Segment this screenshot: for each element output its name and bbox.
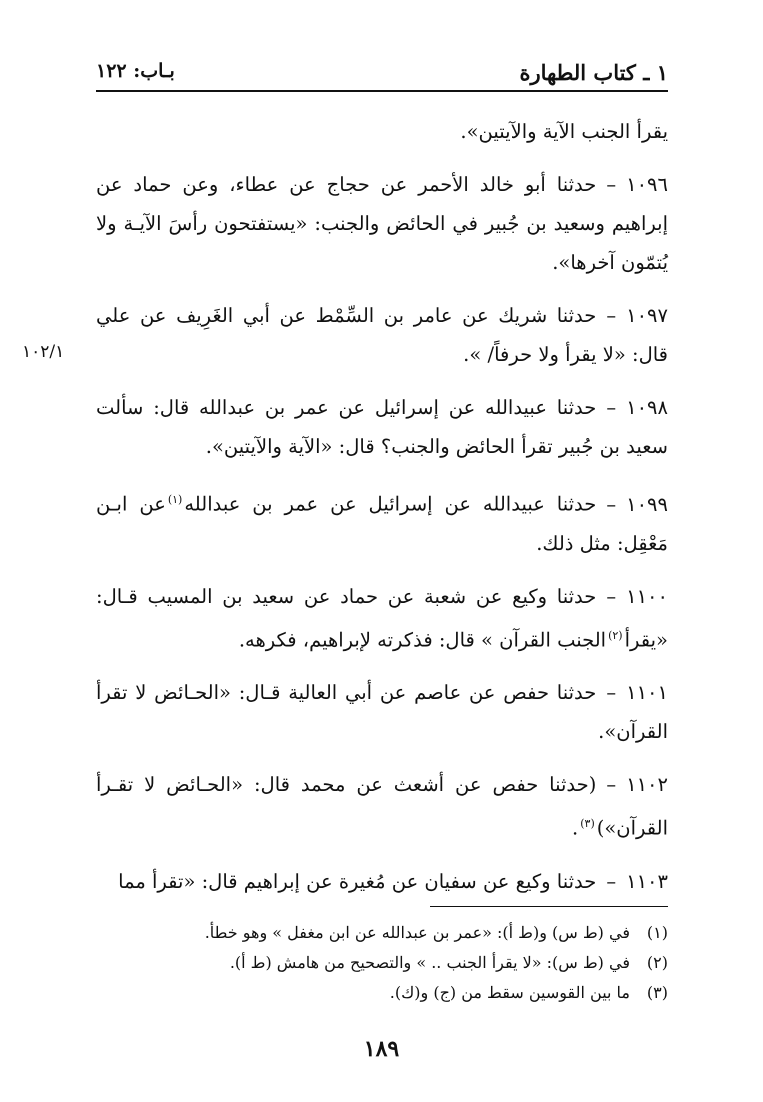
hadith-text: (حدثنا حفص عن أشعث عن محمد قال: «الحـائض لا تقـرأ القرآن») (96, 773, 668, 840)
paragraph-continuation (96, 112, 668, 151)
book-title: ١ ـ كتاب الطهارة (519, 60, 668, 85)
footnote-number: (١) (646, 923, 668, 942)
hadith-number: ١٠٩٧ (626, 304, 668, 327)
hadith-text: حدثنا حفص عن عاصم عن أبي العالية قـال: «الحـائض لا تقرأ القرآن». (96, 681, 668, 743)
dash: – (606, 584, 617, 608)
hadith-1101 (96, 673, 668, 751)
footnote-text: ما بين القوسين سقط من (ج) و(ك). (389, 983, 630, 1002)
hadith-text: . (572, 816, 579, 840)
dash: – (606, 304, 617, 327)
footnote-text: في (ط س) و(ط أ): «عمر بن عبدالله عن ابن مغفل » وهو خطأ. (204, 923, 630, 942)
hadith-1099 (96, 480, 668, 563)
footnote-separator (430, 906, 668, 907)
dash: – (606, 773, 617, 796)
header-rule (96, 90, 668, 92)
dash: – (606, 681, 617, 704)
hadith-1098 (96, 388, 668, 466)
hadith-number: ١١٠٠ (626, 584, 668, 608)
hadith-text: حدثنا شريك عن عامر بن السِّمْط عن أبي الغَرِيف عن علي قال: «لا يقرأ ولا حرفاً/ ». (96, 304, 668, 366)
footnote-text: في (ط س): «لا يقرأ الجنب .. » والتصحيح من هامش (ط أ). (229, 953, 630, 972)
hadith-text: حدثنا عبيدالله عن إسرائيل عن عمر بن عبدالله (184, 492, 597, 516)
footnote (96, 948, 668, 978)
dash: – (606, 869, 617, 893)
hadith-1100 (96, 577, 668, 660)
page-number: ١٨٩ (363, 1036, 400, 1062)
hadith-number: ١١٠٣ (626, 869, 668, 893)
hadith-text: حدثنا وكيع عن شعبة عن حماد عن سعيد بن المسيب قـال: «يقرأ (96, 584, 668, 651)
hadith-text: الجنب القرآن » قال: فذكرته لإبراهيم، فكرهه. (238, 628, 607, 651)
footnote-marker[interactable]: (٢) (608, 628, 623, 642)
paragraph-text: يقرأ الجنب الآية والآيتين». (460, 120, 668, 143)
footnote-marker[interactable]: (٣) (580, 817, 595, 830)
hadith-1096 (96, 165, 668, 282)
hadith-number: ١٠٩٨ (626, 396, 668, 419)
chapter-label: بـاب: ١٢٢ (96, 60, 175, 82)
hadith-text: عن ابـن مَعْقِل: مثل ذلك. (96, 492, 668, 555)
hadith-number: ١١٠٢ (626, 773, 668, 796)
footnote-marker[interactable]: (١) (167, 493, 183, 506)
footnotes (96, 918, 668, 1008)
footnote (96, 978, 668, 1008)
margin-reference: ١٠٢/١ (22, 342, 65, 362)
footnote-number: (٣) (646, 983, 668, 1002)
hadith-text: حدثنا عبيدالله عن إسرائيل عن عمر بن عبدالله قال: سألت سعيد بن جُبير تقرأ الحائض والجنب؟ قال: «الآية والآيتين». (96, 396, 668, 458)
hadith-text: حدثنا أبو خالد الأحمر عن حجاج عن عطاء، وعن حماد عن إبراهيم وسعيد بن جُبير في الحائض والجنب: «يستفتحون رأسَ الآيـة ولا يُتمّون آخرها». (96, 173, 668, 274)
hadith-number: ١٠٩٦ (626, 173, 668, 196)
hadith-1097 (96, 296, 668, 374)
hadith-1102 (96, 765, 668, 848)
page-header (96, 52, 668, 92)
hadith-1103 (96, 862, 668, 901)
main-text (96, 112, 668, 915)
dash: – (606, 492, 617, 516)
hadith-number: ١١٠١ (626, 681, 668, 704)
footnote (96, 918, 668, 948)
hadith-number: ١٠٩٩ (626, 492, 668, 516)
dash: – (606, 396, 617, 419)
hadith-text: حدثنا وكيع عن سفيان عن مُغيرة عن إبراهيم قال: «تقرأ مما (118, 869, 597, 893)
footnote-number: (٢) (646, 953, 668, 972)
dash: – (606, 173, 617, 196)
